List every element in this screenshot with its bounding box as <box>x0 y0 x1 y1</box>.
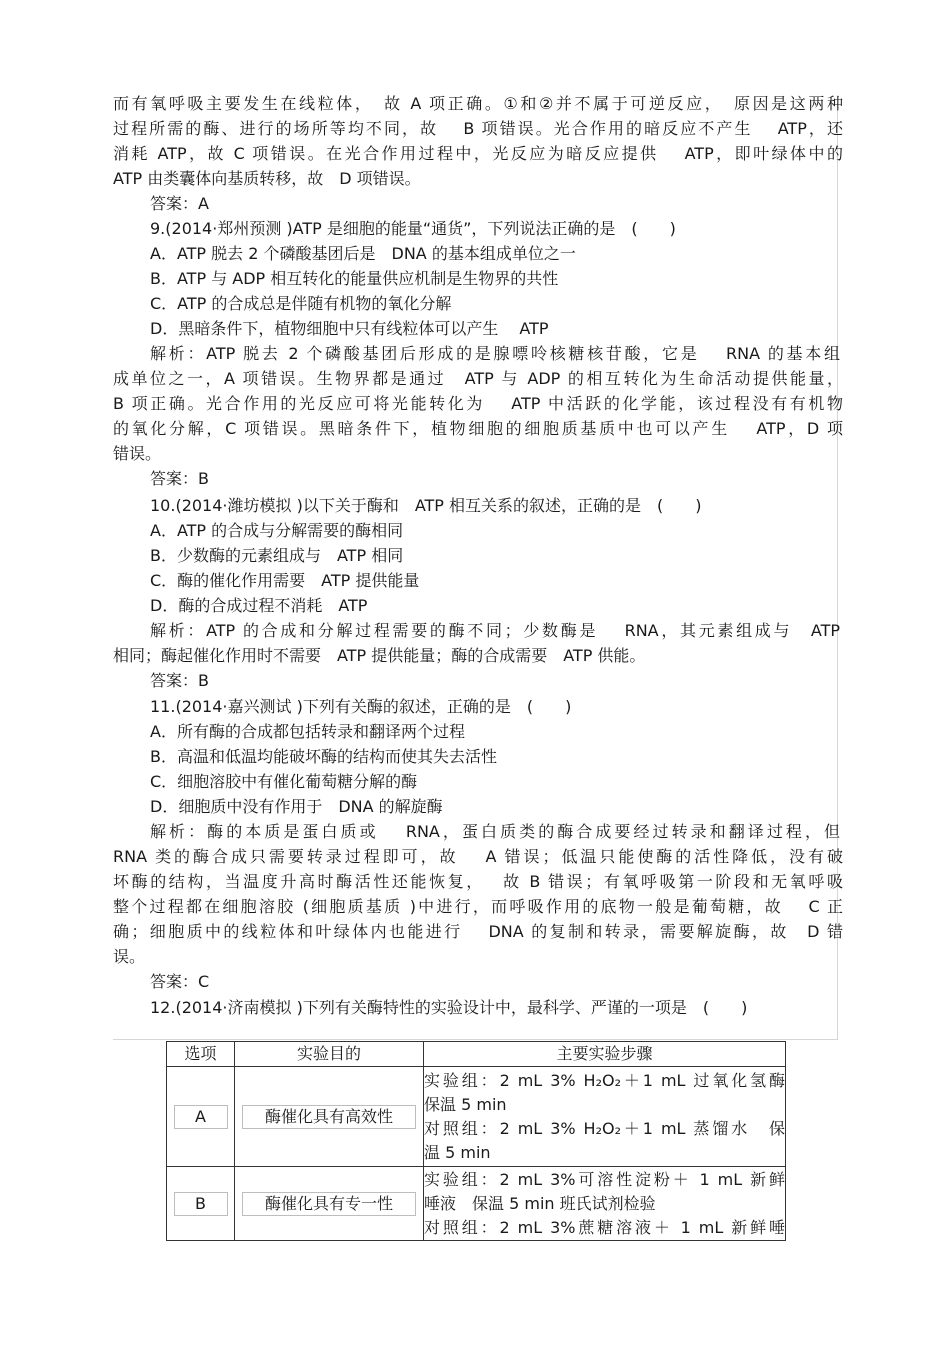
option-line: D．细胞质中没有作用于 DNA 的解旋酶 <box>150 797 443 816</box>
option-line: A．所有酶的合成都包括转录和翻译两个过程 <box>150 722 465 741</box>
option-cell <box>167 1167 235 1241</box>
option-line: B．少数酶的元素组成与 ATP 相同 <box>150 546 404 565</box>
option-line: B．ATP 与 ADP 相互转化的能量供应机制是生物界的共性 <box>150 269 559 288</box>
text-line: 整个过程都在细胞溶胶 (细胞质基质 )中进行，而呼吸作用的底物一般是葡萄糖，故 C 正 <box>113 897 843 916</box>
table-row <box>167 1067 786 1167</box>
text-line: 误。 <box>113 947 146 966</box>
text-line: 成单位之一，A 项错误。生物界都是通过 ATP 与 ADP 的相互转化为生命活动提供能量， <box>113 369 843 388</box>
table-row <box>167 1167 786 1241</box>
text-line: 错误。 <box>113 444 162 463</box>
text-line: 相同；酶起催化作用时不需要 ATP 提供能量；酶的合成需要 ATP 供能。 <box>113 646 646 665</box>
step-line: 对照组：2 mL 3% H₂O₂＋1 mL 蒸馏水 保 <box>424 1118 785 1138</box>
analysis-line: 解析：ATP 的合成和分解过程需要的酶不同；少数酶是 RNA，其元素组成与 ATP <box>150 621 840 640</box>
steps-cell <box>424 1167 786 1241</box>
option-line: C．ATP 的合成总是伴随有机物的氧化分解 <box>150 294 452 313</box>
answer-line: 答案：A <box>150 194 209 213</box>
question-9: 9.(2014·郑州预测 )ATP 是细胞的能量“通货”，下列说法正确的是 ( ) <box>150 219 676 238</box>
answer-line: 答案：C <box>150 972 210 991</box>
question-12: 12.(2014·济南模拟 )下列有关酶特性的实验设计中，最科学、严谨的一项是 ( ) <box>150 998 748 1017</box>
aim-cell <box>235 1167 424 1241</box>
aim-label: 酶催化具有高效性 <box>242 1105 416 1129</box>
header-aim: 实验目的 <box>235 1042 424 1067</box>
option-cell <box>167 1067 235 1167</box>
aim-label: 酶催化具有专一性 <box>242 1192 416 1216</box>
option-line: A．ATP 的合成与分解需要的酶相同 <box>150 521 404 540</box>
header-option: 选项 <box>167 1042 235 1067</box>
aim-cell <box>235 1067 424 1167</box>
option-line: B．高温和低温均能破坏酶的结构而使其失去活性 <box>150 747 497 766</box>
text-line: 坏酶的结构，当温度升高时酶活性还能恢复， 故 B 错误；有氧呼吸第一阶段和无氧呼吸 <box>113 872 843 891</box>
question-10: 10.(2014·潍坊模拟 )以下关于酶和 ATP 相互关系的叙述，正确的是 ( ) <box>150 496 702 515</box>
option-label: A <box>174 1105 228 1129</box>
analysis-line: 解析：酶的本质是蛋白质或 RNA，蛋白质类的酶合成要经过转录和翻译过程，但 <box>150 822 840 841</box>
option-line: A．ATP 脱去 2 个磷酸基团后是 DNA 的基本组成单位之一 <box>150 244 576 263</box>
option-line: C．酶的催化作用需要 ATP 提供能量 <box>150 571 420 590</box>
text-line: RNA 类的酶合成只需要转录过程即可，故 A 错误；低温只能使酶的活性降低，没有破 <box>113 847 843 866</box>
option-line: D．黑暗条件下，植物细胞中只有线粒体可以产生 ATP <box>150 319 549 338</box>
text-line: 确；细胞质中的线粒体和叶绿体内也能进行 DNA 的复制和转录，需要解旋酶，故 D 错 <box>113 922 843 941</box>
text-line: 消耗 ATP，故 C 项错误。在光合作用过程中，光反应为暗反应提供 ATP，即叶绿体中的 <box>113 144 843 163</box>
option-line: D．酶的合成过程不消耗 ATP <box>150 596 368 615</box>
header-steps: 主要实验步骤 <box>424 1042 786 1067</box>
steps-cell <box>424 1067 786 1167</box>
text-line: 而有氧呼吸主要发生在线粒体， 故 A 项正确。①和②并不属于可逆反应， 原因是这两种 <box>113 94 843 113</box>
step-line: 唾液 保温 5 min 班氏试剂检验 <box>424 1193 656 1213</box>
step-line: 实验组：2 mL 3%可溶性淀粉＋ 1 mL 新鲜 <box>424 1169 785 1189</box>
answer-line: 答案：B <box>150 469 209 488</box>
analysis-line: 解析：ATP 脱去 2 个磷酸基团后形成的是腺嘌呤核糖核苷酸，它是 RNA 的基本组 <box>150 344 840 363</box>
page-frame-bottom <box>113 1039 838 1040</box>
text-line: 的氧化分解，C 项错误。黑暗条件下，植物细胞的细胞质基质中也可以产生 ATP，D 项 <box>113 419 843 438</box>
text-line: 过程所需的酶、进行的场所等均不同，故 B 项错误。光合作用的暗反应不产生 ATP，还 <box>113 119 843 138</box>
step-line: 保温 5 min <box>424 1094 507 1114</box>
table-header-row <box>167 1042 786 1067</box>
experiment-table <box>166 1041 786 1241</box>
step-line: 对照组：2 mL 3%蔗糖溶液＋ 1 mL 新鲜唾 <box>424 1217 785 1237</box>
text-line: ATP 由类囊体向基质转移，故 D 项错误。 <box>113 169 421 188</box>
question-11: 11.(2014·嘉兴测试 )下列有关酶的叙述，正确的是 ( ) <box>150 697 572 716</box>
option-line: C．细胞溶胶中有催化葡萄糖分解的酶 <box>150 772 418 791</box>
answer-line: 答案：B <box>150 671 209 690</box>
step-line: 实验组：2 mL 3% H₂O₂＋1 mL 过氧化氢酶 <box>424 1070 785 1090</box>
step-line: 温 5 min <box>424 1142 491 1162</box>
text-line: B 项正确。光合作用的光反应可将光能转化为 ATP 中活跃的化学能，该过程没有有机物 <box>113 394 843 413</box>
option-label: B <box>174 1192 228 1216</box>
